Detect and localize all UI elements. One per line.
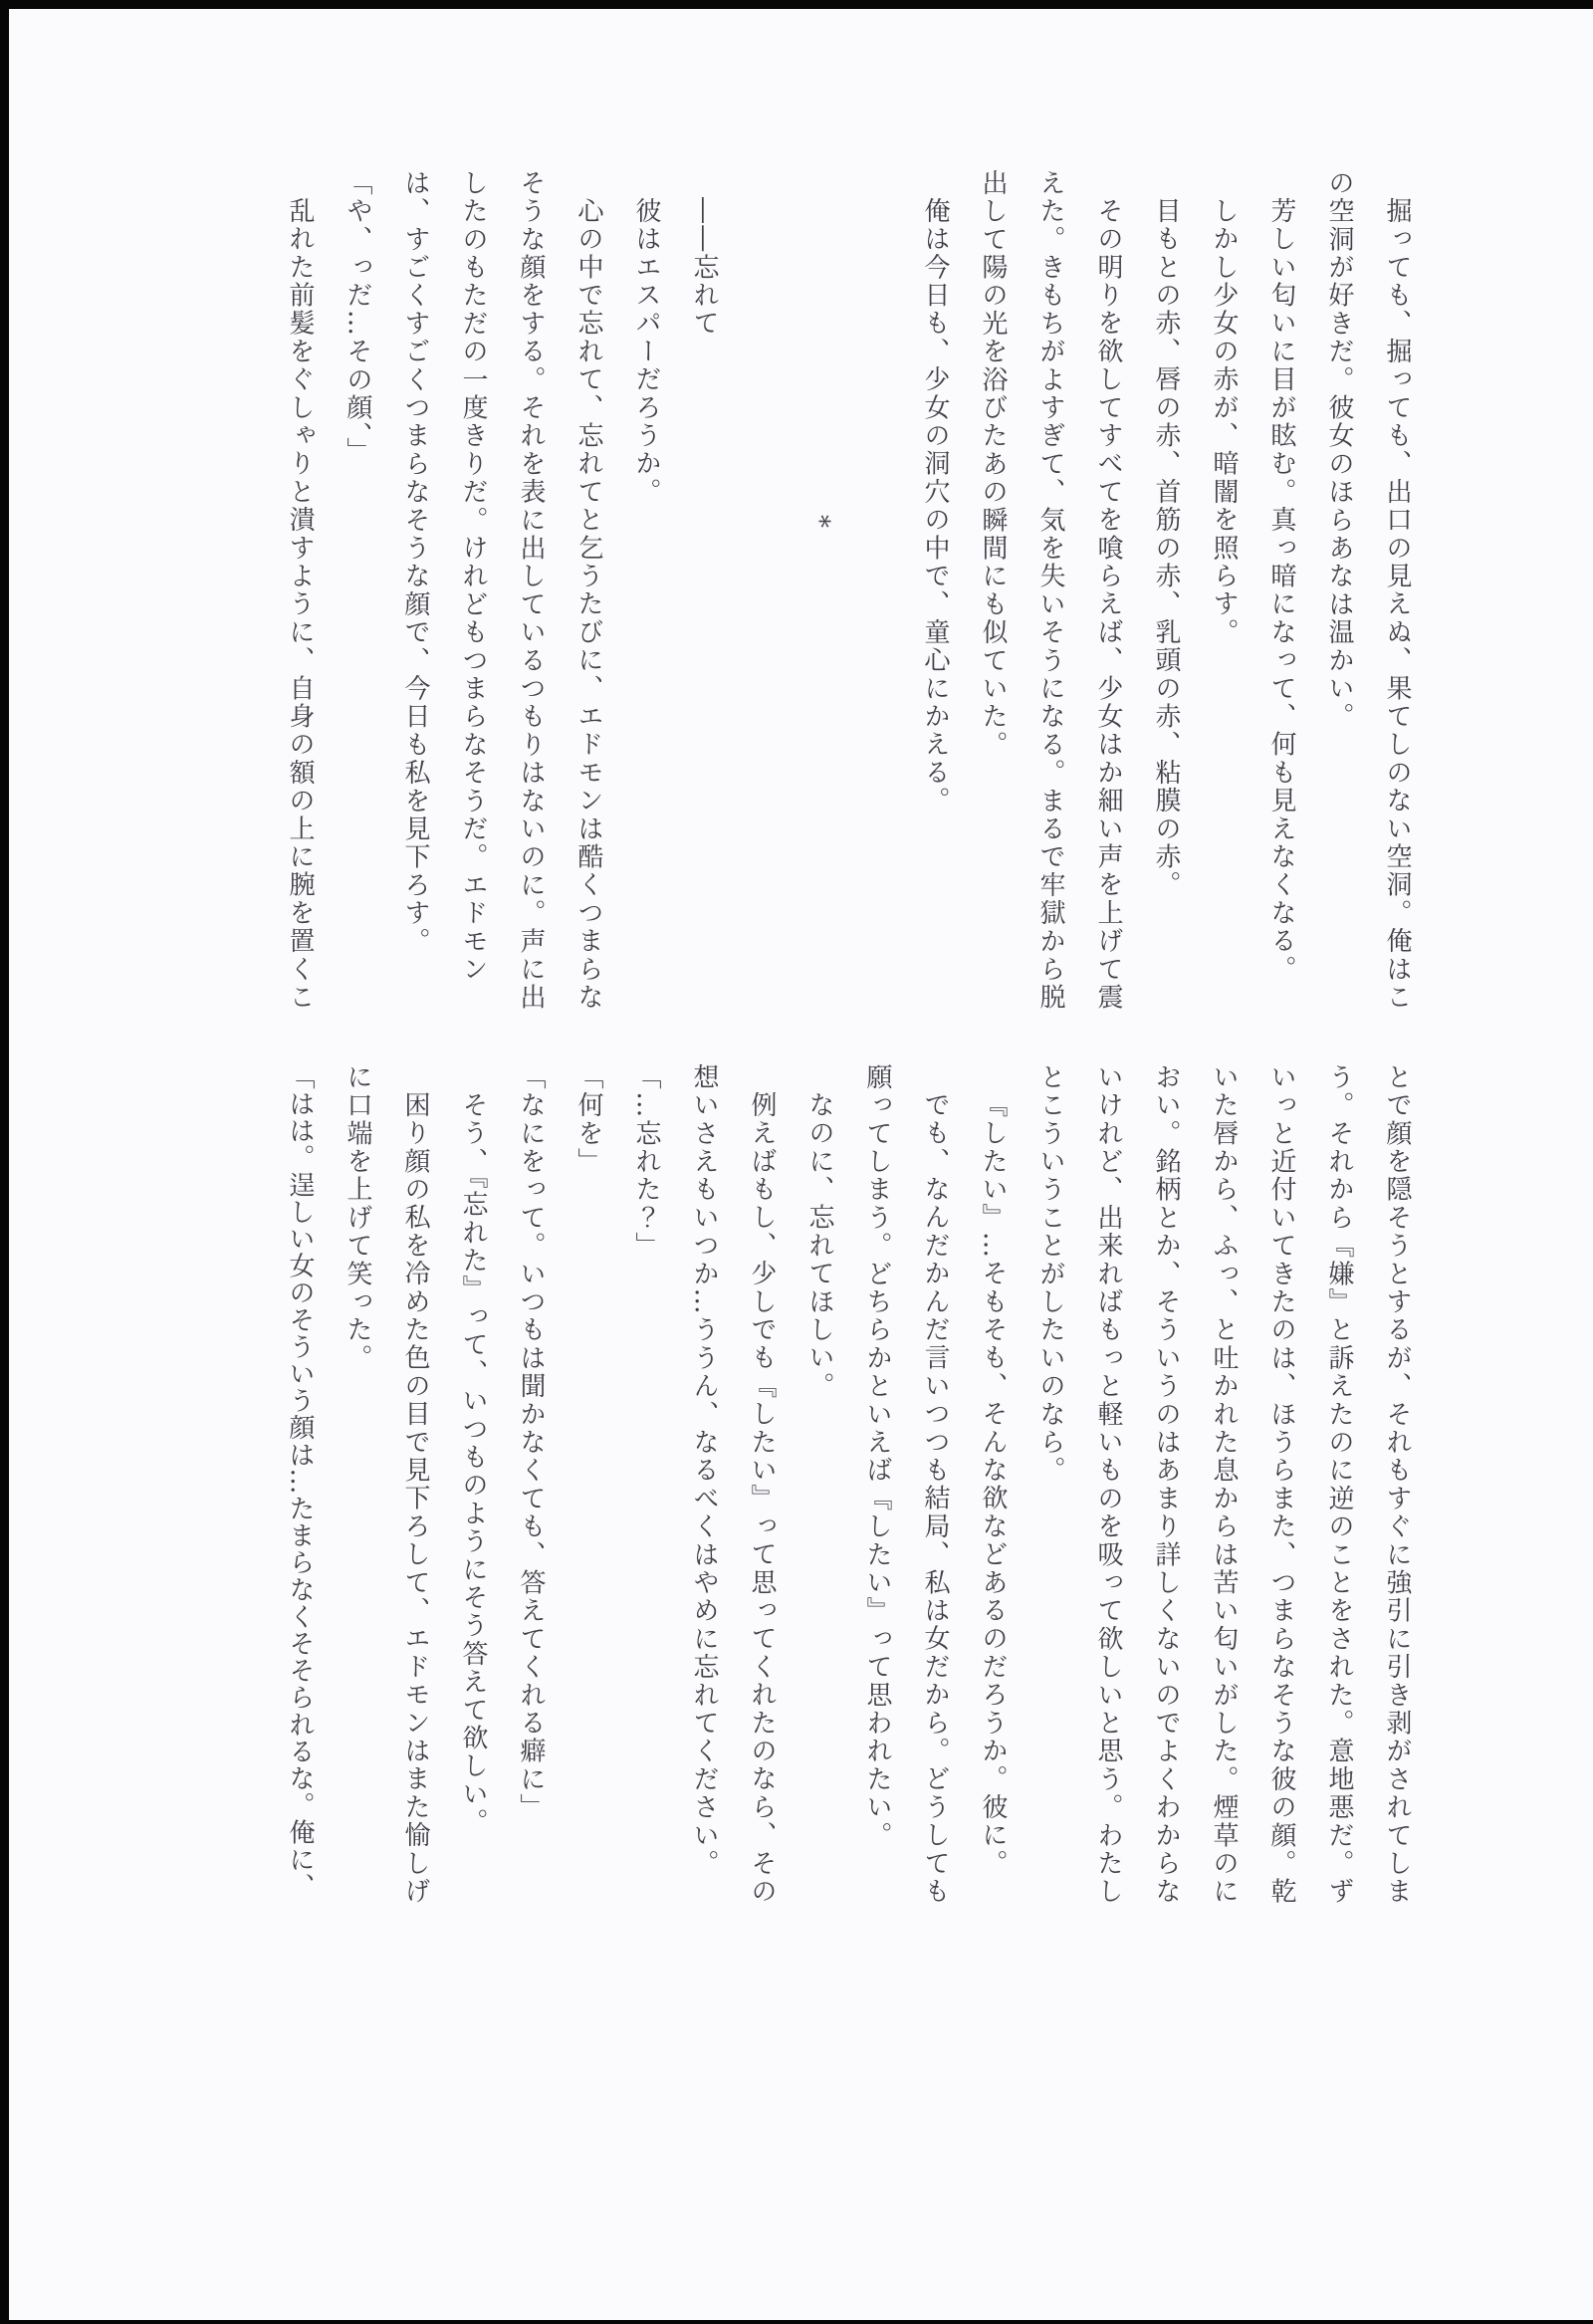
paragraph-upper-1: 芳しい匂いに目が眩む。真っ暗になって、何も見えなくなる。 — [1266, 197, 1296, 984]
paragraph-lower-9: 困り顔の私を冷めた色の目で見下ろして、エドモンはまた愉しげに口端を上げて笑った。 — [342, 1063, 430, 1906]
paragraph-lower-6: 「何を」 — [573, 1063, 603, 1176]
paragraph-lower-3: なのに、忘れてほしい。 — [804, 1091, 834, 1401]
paragraph-upper-8: 心の中で忘れて、忘れてと乞うたびに、エドモンは酷くつまらなそうな顔をする。それを表に出しているつもりはないのに。声に出したのもただの一度きりだ。けれどもつまらなそうだ。エドモンは、すごくすごくつまらなそうな顔で、今日も私を見下ろす。 — [400, 169, 603, 1012]
paragraph-lower-8: そう、『忘れた』って、いつものようにそう答えて欲しい。 — [458, 1091, 488, 1837]
scan-edge-top — [0, 0, 1593, 9]
scan-edge-bottom — [0, 2320, 1593, 2324]
paragraph-upper-10: 乱れた前髪をぐしゃりと潰すように、自身の額の上に腕を置くこ — [285, 197, 315, 1012]
paragraph-upper-6: ――忘れて — [689, 197, 719, 339]
paragraph-lower-0: とで顔を隠そうとするが、それもすぐに強引に引き剥がされてしまう。それから『嫌』と訴えたのに逆のことをされた。意地悪だ。ずいっと近付いてきたのは、ほうらまた、つまらなそうな彼の顔。乾いた唇から、ふっ、と吐かれた息からは苦い匂いがした。煙草のにおい。銘柄とか、そういうのはあまり詳しくないのでよくわからないけれど、出来ればもっと軽いものを吸って欲しいと思う。わたしとこういうことがしたいのなら。 — [1035, 1063, 1412, 1906]
paragraph-upper-7: 彼はエスパーだろうか。 — [631, 197, 661, 507]
text-block-upper — [271, 169, 1426, 1016]
paragraph-lower-1: 『したい』…そもそも、そんな欲などあるのだろうか。彼に。 — [978, 1091, 1008, 1878]
paragraph-upper-5: 俺は今日も、少女の洞穴の中で、童心にかえる。 — [920, 197, 950, 815]
paragraph-upper-4: その明りを欲してすべてを喰らえば、少女はか細い声を上げて震えた。きもちがよすぎて、気を失いそうになる。まるで牢獄から脱出して陽の光を浴びたあの瞬間にも似ていた。 — [978, 169, 1123, 1013]
paragraph-upper-0: 掘っても、掘っても、出口の見えぬ、果てしのない空洞。俺はこの空洞が好きだ。彼女のほらあなは温かい。 — [1324, 169, 1412, 1012]
paragraph-lower-10: 「はは。逞しい女のそういう顔は…たまらなくそそられるな。俺に、 — [285, 1063, 315, 1901]
paragraph-upper-2: しかし少女の赤が、暗闇を照らす。 — [1209, 197, 1239, 647]
paragraph-lower-4: 例えばもし、少しでも『したい』って思ってくれたのなら、その想いさえもいつか…ううん、なるべくはやめに忘れてください。 — [689, 1063, 777, 1906]
paragraph-lower-2: でも、なんだかんだ言いつつも結局、私は女だから。どうしても願ってしまう。どちらかといえば『したい』って思われたい。 — [862, 1063, 950, 1906]
paragraph-upper-9: 「や、っだ…その顔、」 — [342, 169, 372, 466]
paragraph-lower-5: 「…忘れた？」 — [631, 1063, 661, 1261]
section-separator — [791, 169, 848, 1016]
separator-asterisk: * — [804, 515, 834, 531]
paragraph-lower-7: 「なにをって。いつもは聞かなくても、答えてくれる癖に」 — [516, 1063, 546, 1822]
paragraph-upper-3: 目もとの赤、唇の赤、首筋の赤、乳頭の赤、粘膜の赤。 — [1151, 197, 1181, 900]
text-block-lower — [271, 1063, 1426, 1920]
scan-edge-left — [0, 0, 9, 2324]
